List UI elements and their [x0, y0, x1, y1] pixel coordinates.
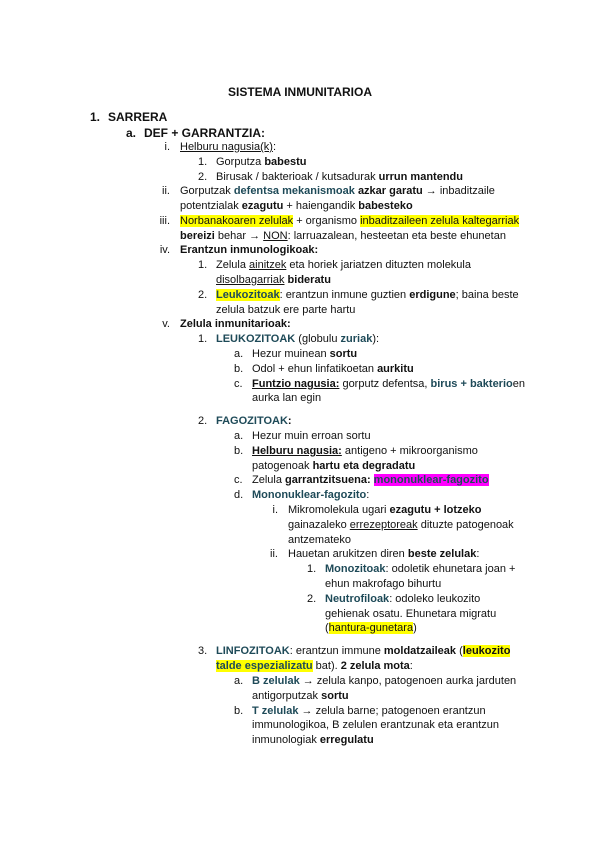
text-run: patogenoak	[252, 460, 313, 472]
list-marker: 1.	[198, 156, 208, 168]
text-run: : odoleko leukozito	[389, 593, 481, 605]
list-item-text	[252, 391, 321, 405]
text-run: : larruazalean, hesteetan eta beste ehunetan	[287, 230, 506, 242]
list-marker: a.	[126, 126, 137, 140]
list-item-text	[252, 718, 499, 732]
list-item-text	[216, 170, 463, 184]
highlighted-text: inbaditzaileen zelula kaltegarriak	[360, 215, 520, 227]
list-item-text	[288, 547, 479, 561]
text-run: :	[287, 415, 292, 427]
text-run: Zelula	[252, 474, 286, 486]
list-item-text	[252, 429, 371, 443]
list-marker: i.	[164, 141, 170, 153]
list-item-text	[144, 126, 265, 140]
text-run: zelula batzuk ere parte hartu	[216, 304, 356, 316]
text-run: Monozitoak	[325, 563, 386, 575]
list-item-text	[180, 214, 519, 228]
list-item-text	[252, 674, 516, 688]
text-run: Birusak / bakterioak / kutsadurak	[216, 171, 379, 183]
list-item-text	[216, 273, 331, 287]
list-item-text	[216, 155, 307, 169]
text-run: Helburu nagusia(k)	[180, 141, 273, 153]
text-run: ezagutu	[241, 200, 284, 212]
list-marker: 2.	[198, 171, 208, 183]
text-run: : erantzun immune	[289, 645, 384, 657]
highlighted-text: hantura-gunetara	[328, 622, 414, 634]
list-marker: d.	[234, 489, 244, 501]
list-marker: c.	[234, 378, 243, 390]
list-item-text	[325, 577, 441, 591]
text-run: hartu eta degradatu	[312, 460, 416, 472]
text-run: bat).	[312, 660, 341, 672]
list-marker: 1.	[307, 563, 317, 575]
text-run: Mononuklear-fagozito	[252, 489, 367, 501]
text-run: babestu	[264, 156, 307, 168]
list-item-text	[216, 332, 379, 346]
text-run: gainazaleko	[288, 519, 350, 531]
text-run: Zelula	[216, 259, 250, 271]
highlighted-text: Leukozitoak	[216, 289, 280, 301]
list-marker: c.	[234, 474, 243, 486]
text-run: SARRERA	[108, 110, 168, 124]
list-item-text	[216, 303, 355, 317]
list-marker: b.	[234, 363, 244, 375]
list-marker: i.	[272, 504, 278, 516]
list-marker: 1.	[90, 110, 101, 124]
highlighted-text: talde espezializatu	[216, 660, 313, 672]
text-run: 2 zelula mota	[340, 660, 410, 672]
text-run: zuriak	[340, 333, 373, 345]
text-run: antzemateko	[288, 534, 351, 546]
text-run: LINFOZITOAK	[216, 645, 290, 657]
text-run: Gorputza	[216, 156, 265, 168]
text-run: antigeno + mikroorganismo	[341, 445, 478, 457]
text-run: sortu	[329, 348, 358, 360]
text-run: aurka lan egin	[252, 392, 322, 404]
list-item-text	[180, 184, 495, 198]
list-marker: a.	[234, 675, 244, 687]
list-marker: 2.	[198, 415, 208, 427]
text-run: (	[456, 645, 463, 657]
text-run: Erantzun inmunologikoak:	[180, 244, 319, 256]
text-run: errezeptoreak	[349, 519, 418, 531]
list-item-text	[216, 414, 292, 428]
text-run: :	[476, 548, 480, 560]
list-marker: a.	[234, 430, 244, 442]
list-item-text	[180, 199, 413, 213]
text-run: : erantzun inmune guztien	[279, 289, 410, 301]
list-item-text	[180, 243, 318, 257]
text-run: Hezur muin erroan sortu	[252, 430, 371, 442]
list-item-text	[325, 562, 515, 576]
list-item-text	[216, 258, 471, 272]
text-run: ; baina beste	[455, 289, 519, 301]
text-run: bideratu	[287, 274, 331, 286]
list-marker: 1.	[198, 259, 208, 271]
text-run: :	[409, 660, 413, 672]
text-run: antigorputzak	[252, 690, 322, 702]
text-run: Odol + ehun linfatikoetan	[252, 363, 378, 375]
text-run: Zelula inmunitarioak:	[180, 318, 291, 330]
text-run: Hauetan arukitzen diren	[288, 548, 408, 560]
text-run: Neutrofiloak	[325, 593, 390, 605]
list-marker: 2.	[198, 289, 208, 301]
text-run: urrun mantendu	[378, 171, 463, 183]
text-run: ezagutu + lotzeko	[389, 504, 482, 516]
list-item-text	[288, 503, 481, 517]
text-run: azkar garatu	[357, 185, 423, 197]
text-run: ):	[372, 333, 380, 345]
text-run: ainitzek	[249, 259, 287, 271]
text-run: + haiengandik	[283, 200, 359, 212]
text-run: (globulu	[295, 333, 341, 345]
text-run: Hezur muinean	[252, 348, 330, 360]
list-item-text	[252, 444, 478, 458]
text-run: gorputz defentsa,	[339, 378, 431, 390]
text-run: DEF + GARRANTZIA:	[144, 126, 265, 140]
text-run: NON	[263, 230, 288, 242]
text-run: :	[272, 141, 276, 153]
text-run: birus + bakterio	[430, 378, 513, 390]
text-run: sortu	[321, 690, 349, 702]
list-marker: ii.	[270, 548, 278, 560]
text-run: Helburu nagusia:	[252, 445, 342, 457]
text-run: eta horiek jariatzen dituzten molekula	[286, 259, 471, 271]
list-item-text	[180, 140, 276, 154]
list-item-text	[252, 377, 525, 391]
list-item-text	[252, 689, 349, 703]
text-run: T zelulak	[252, 705, 299, 717]
list-item-text	[252, 704, 486, 718]
list-item-text	[180, 317, 291, 331]
text-run: aurkitu	[377, 363, 414, 375]
text-run: disolbagarriak	[216, 274, 285, 286]
highlighted-text: Norbanakoaren zelulak	[180, 215, 294, 227]
document-title: SISTEMA INMUNITARIOA	[228, 85, 372, 99]
list-item-text	[108, 110, 167, 124]
text-run: behar →	[214, 230, 264, 242]
list-marker: v.	[162, 318, 170, 330]
list-item-text	[288, 518, 514, 532]
text-run: )	[413, 622, 417, 634]
list-marker: 3.	[198, 645, 208, 657]
list-marker: ii.	[162, 185, 170, 197]
text-run: babesteko	[358, 200, 413, 212]
list-item-text	[180, 229, 506, 243]
list-item-text	[252, 488, 369, 502]
text-run: → zelula barne; patogenoen erantzun	[298, 705, 486, 717]
text-run: + organismo	[293, 215, 361, 227]
text-run: ehun makrofago bihurtu	[325, 578, 442, 590]
text-run: gehienak osatu. Ehunetara migratu	[325, 608, 497, 620]
text-run: :	[366, 489, 370, 501]
text-run: en	[512, 378, 525, 390]
text-run: Funtzio nagusia:	[252, 378, 340, 390]
list-marker: b.	[234, 705, 244, 717]
text-run: dituzte patogenoak	[417, 519, 514, 531]
text-run: immunologikoa, B zelulen erantzunak eta erantzun	[252, 719, 500, 731]
text-run: garrantzitsuena:	[285, 474, 371, 486]
text-run: (	[325, 622, 329, 634]
list-item-text	[325, 592, 480, 606]
list-item-text	[325, 621, 417, 635]
highlighted-text: leukozito	[462, 645, 511, 657]
list-item-text	[216, 659, 413, 673]
text-run: defentsa mekanismoak	[233, 185, 355, 197]
list-marker: iv.	[159, 244, 170, 256]
text-run: Mikromolekula ugari	[288, 504, 390, 516]
text-run: : odoletik ehunetara joan +	[385, 563, 516, 575]
text-run: inmunologiak	[252, 734, 320, 746]
list-item-text	[288, 533, 351, 547]
highlighted-text: mononuklear-fagozito	[373, 474, 489, 486]
text-run: Gorputzak	[180, 185, 234, 197]
text-run: LEUKOZITOAK	[216, 333, 296, 345]
text-run: moldatzaileak	[383, 645, 457, 657]
list-marker: 2.	[307, 593, 317, 605]
list-item-text	[216, 644, 510, 658]
text-run: erdigune	[409, 289, 456, 301]
text-run: beste zelulak	[407, 548, 477, 560]
list-item-text	[252, 733, 374, 747]
list-item-text	[252, 459, 415, 473]
text-run: → zelula kanpo, patogenoen aurka jarduten	[299, 675, 517, 687]
text-run: → inbaditzaile	[422, 185, 495, 197]
text-run: erregulatu	[319, 734, 374, 746]
list-item-text	[252, 362, 414, 376]
text-run: FAGOZITOAK	[216, 415, 288, 427]
list-marker: a.	[234, 348, 244, 360]
text-run: B zelulak	[252, 675, 300, 687]
list-item-text	[325, 607, 496, 621]
list-marker: 1.	[198, 333, 208, 345]
list-marker: b.	[234, 445, 244, 457]
text-run: potentzialak	[180, 200, 242, 212]
list-item-text	[216, 288, 519, 302]
list-item-text	[252, 347, 357, 361]
text-run: bereizi	[180, 230, 215, 242]
list-item-text	[252, 473, 489, 487]
list-marker: iii.	[159, 215, 170, 227]
